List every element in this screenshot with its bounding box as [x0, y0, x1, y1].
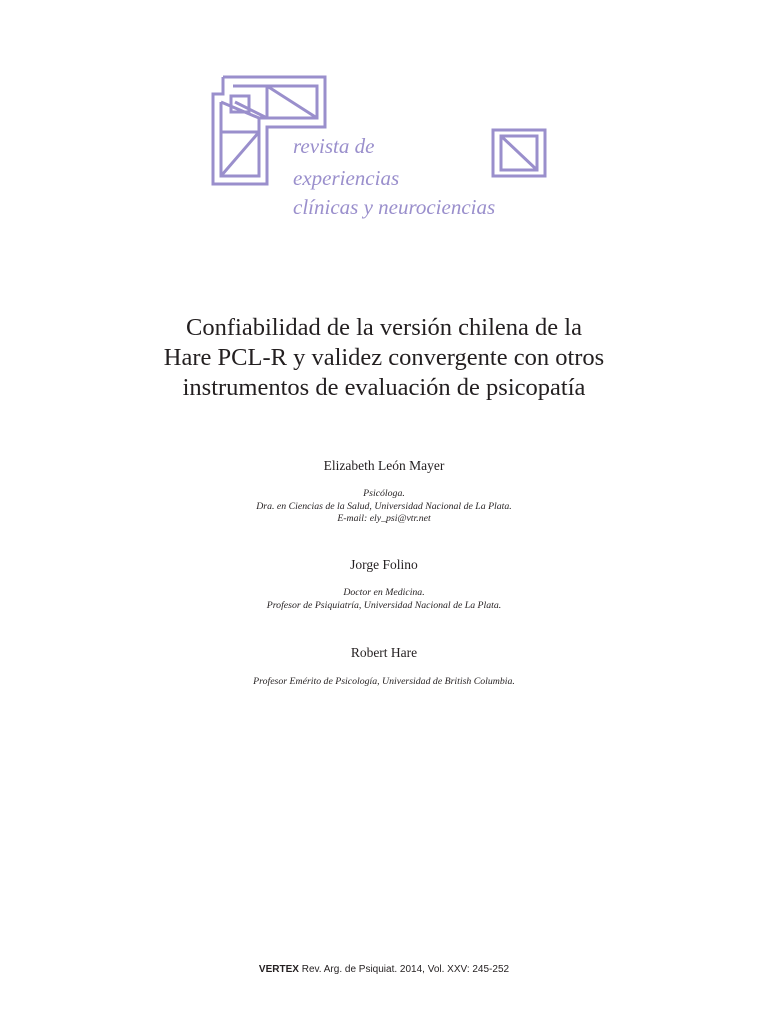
affiliation-line: Profesor de Psiquiatría, Universidad Nacional de La Plata.: [266, 599, 502, 611]
title-line-3: instrumentos de evaluación de psicopatía: [182, 374, 586, 401]
author-name: Elizabeth León Mayer: [323, 458, 445, 473]
author-affiliation: [0, 587, 768, 612]
journal-name-line-1: revista de: [293, 134, 375, 158]
journal-name-line-2: experiencias: [293, 166, 400, 190]
journal-name-line-3: clínicas y neurociencias: [293, 195, 496, 219]
author-name: Robert Hare: [350, 645, 418, 660]
article-title: [60, 313, 708, 403]
affiliation-line: Doctor en Medicina.: [343, 587, 425, 598]
page-footer: [0, 964, 768, 975]
author-name: Jorge Folino: [350, 557, 418, 572]
footer-brand: VERTEX: [258, 964, 299, 975]
author-affiliation: [0, 488, 768, 526]
affiliation-line: Dra. en Ciencias de la Salud, Universidad Nacional de La Plata.: [256, 500, 512, 512]
footer-citation: Rev. Arg. de Psiquiat. 2014, Vol. XXV: 245-252: [301, 964, 510, 975]
author-affiliation: [0, 676, 768, 689]
affiliation-line: E-mail: ely_psi@vtr.net: [337, 513, 431, 524]
title-line-2: Hare PCL-R y validez convergente con otros: [163, 344, 605, 371]
logo-square-right: [493, 130, 545, 176]
affiliation-line: Psicóloga.: [363, 488, 405, 499]
title-line-1: Confiabilidad de la versión chilena de la: [186, 314, 582, 341]
affiliation-line: Profesor Emérito de Psicología, Universidad de British Columbia.: [253, 676, 515, 687]
